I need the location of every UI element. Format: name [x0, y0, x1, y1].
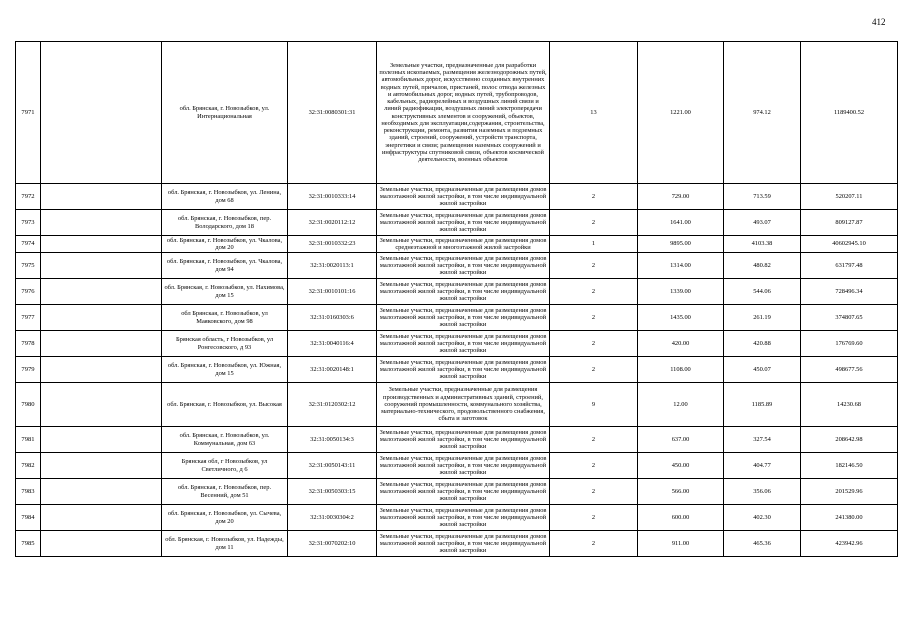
specific-value-cell: 261.19 — [724, 305, 801, 331]
cadastral-value-cell: 182146.50 — [801, 453, 898, 479]
cadastral-value-cell: 520207.11 — [801, 184, 898, 210]
land-use-description-cell: Земельные участки, предназначенные для размещения домов малоэтажной жилой застройки, в том числе индивидуальной жилой застройки — [377, 253, 550, 279]
land-use-description-cell: Земельные участки, предназначенные для размещения домов малоэтажной жилой застройки, в том числе индивидуальной жилой застройки — [377, 279, 550, 305]
table-row — [16, 236, 898, 253]
land-use-description-cell: Земельные участки, предназначенные для размещения домов малоэтажной жилой застройки, в том числе индивидуальной жилой застройки — [377, 505, 550, 531]
cadastral-number-cell: 32:31:0010332:23 — [288, 236, 377, 253]
cadastral-value-cell: 14230.68 — [801, 383, 898, 427]
use-group-cell: 2 — [550, 531, 638, 557]
row-number-cell: 7978 — [16, 331, 41, 357]
land-use-description-cell: Земельные участки, предназначенные для размещения домов малоэтажной жилой застройки, в том числе индивидуальной жилой застройки — [377, 331, 550, 357]
address-cell: Брянская область, г Новозыбков, ул Ронгесовского, д 93 — [162, 331, 288, 357]
area-cell: 1435.00 — [638, 305, 724, 331]
land-use-description-cell: Земельные участки, предназначенные для размещения домов малоэтажной жилой застройки, в том числе индивидуальной жилой застройки — [377, 357, 550, 383]
land-use-description-cell: Земельные участки, предназначенные для размещения домов малоэтажной жилой застройки, в том числе индивидуальной жилой застройки — [377, 210, 550, 236]
row-number-cell: 7977 — [16, 305, 41, 331]
specific-value-cell: 713.59 — [724, 184, 801, 210]
table-row — [16, 184, 898, 210]
use-group-cell: 2 — [550, 210, 638, 236]
table-row — [16, 305, 898, 331]
empty-cell — [41, 210, 162, 236]
table-body — [16, 42, 898, 557]
address-cell: обл. Брянская, г. Новозыбков, ул. Коммунальная, дом 63 — [162, 427, 288, 453]
row-number-cell: 7976 — [16, 279, 41, 305]
area-cell: 12.00 — [638, 383, 724, 427]
cadastral-value-cell: 374807.65 — [801, 305, 898, 331]
empty-cell — [41, 505, 162, 531]
address-cell: обл. Брянская, г. Новозыбков, ул. Чкалова, дом 20 — [162, 236, 288, 253]
cadastral-number-cell: 32:31:0070202:10 — [288, 531, 377, 557]
area-cell: 9895.00 — [638, 236, 724, 253]
cadastral-number-cell: 32:31:0030304:2 — [288, 505, 377, 531]
specific-value-cell: 974.12 — [724, 42, 801, 184]
row-number-cell: 7974 — [16, 236, 41, 253]
cadastral-number-cell: 32:31:0020113:1 — [288, 253, 377, 279]
table-row — [16, 357, 898, 383]
land-use-description-cell: Земельные участки, предназначенные для размещения домов малоэтажной жилой застройки, в том числе индивидуальной жилой застройки — [377, 184, 550, 210]
empty-cell — [41, 453, 162, 479]
area-cell: 420.00 — [638, 331, 724, 357]
cadastral-value-cell: 241380.00 — [801, 505, 898, 531]
cadastral-number-cell: 32:31:0050134:3 — [288, 427, 377, 453]
row-number-cell: 7985 — [16, 531, 41, 557]
use-group-cell: 1 — [550, 236, 638, 253]
use-group-cell: 2 — [550, 505, 638, 531]
row-number-cell: 7980 — [16, 383, 41, 427]
cadastral-number-cell: 32:31:0010101:16 — [288, 279, 377, 305]
empty-cell — [41, 331, 162, 357]
area-cell: 1221.00 — [638, 42, 724, 184]
land-use-description-cell: Земельные участки, предназначенные для размещения производственных и административных зданий, строений, сооружений промышленности, коммунального хозяйства, материально-технического, продовольственного снабжения, сбыта и заготовок — [377, 383, 550, 427]
specific-value-cell: 404.77 — [724, 453, 801, 479]
empty-cell — [41, 236, 162, 253]
row-number-cell: 7979 — [16, 357, 41, 383]
table-row — [16, 531, 898, 557]
cadastral-number-cell: 32:31:0020112:12 — [288, 210, 377, 236]
address-cell: Брянская обл, г Новозыбков, ул Светличного, д 6 — [162, 453, 288, 479]
cadastral-number-cell: 32:31:0010333:14 — [288, 184, 377, 210]
address-cell: обл. Брянская, г. Новозыбков, ул. Высокая — [162, 383, 288, 427]
cadastral-number-cell: 32:31:0120302:12 — [288, 383, 377, 427]
address-cell: обл. Брянская, г. Новозыбков, ул. Ленина, дом 68 — [162, 184, 288, 210]
address-cell: обл. Брянская, г. Новозыбков, ул. Надежды, дом 11 — [162, 531, 288, 557]
table-row — [16, 42, 898, 184]
use-group-cell: 2 — [550, 357, 638, 383]
table-row — [16, 210, 898, 236]
area-cell: 566.00 — [638, 479, 724, 505]
cadastral-value-cell: 201529.96 — [801, 479, 898, 505]
cadastral-value-cell: 631797.48 — [801, 253, 898, 279]
row-number-cell: 7971 — [16, 42, 41, 184]
land-use-description-cell: Земельные участки, предназначенные для размещения домов малоэтажной жилой застройки, в том числе индивидуальной жилой застройки — [377, 479, 550, 505]
use-group-cell: 2 — [550, 331, 638, 357]
address-cell: обл. Брянская, г. Новозыбков, ул. Нахимова, дом 15 — [162, 279, 288, 305]
cadastral-number-cell: 32:31:0080301:31 — [288, 42, 377, 184]
use-group-cell: 2 — [550, 427, 638, 453]
specific-value-cell: 450.07 — [724, 357, 801, 383]
specific-value-cell: 493.07 — [724, 210, 801, 236]
address-cell: обл. Брянская, г. Новозыбков, ул. Сычева, дом 20 — [162, 505, 288, 531]
area-cell: 911.00 — [638, 531, 724, 557]
use-group-cell: 2 — [550, 453, 638, 479]
area-cell: 1108.00 — [638, 357, 724, 383]
table-row — [16, 479, 898, 505]
empty-cell — [41, 383, 162, 427]
area-cell: 1339.00 — [638, 279, 724, 305]
cadastral-value-cell: 423942.96 — [801, 531, 898, 557]
row-number-cell: 7972 — [16, 184, 41, 210]
table-row — [16, 427, 898, 453]
empty-cell — [41, 184, 162, 210]
use-group-cell: 13 — [550, 42, 638, 184]
use-group-cell: 2 — [550, 279, 638, 305]
specific-value-cell: 402.30 — [724, 505, 801, 531]
empty-cell — [41, 357, 162, 383]
address-cell: обл. Брянская, г. Новозыбков, пер. Володарского, дом 18 — [162, 210, 288, 236]
area-cell: 1641.00 — [638, 210, 724, 236]
land-use-description-cell: Земельные участки, предназначенные для размещения домов малоэтажной жилой застройки, в том числе индивидуальной жилой застройки — [377, 531, 550, 557]
address-cell: обл. Брянская, г. Новозыбков, ул. Интернациональная — [162, 42, 288, 184]
row-number-cell: 7982 — [16, 453, 41, 479]
table-row — [16, 253, 898, 279]
land-use-description-cell: Земельные участки, предназначенные для разработки полезных ископаемых, размещения железнодорожных путей, автомобильных дорог, искусственно созданных внутренних водных путей, причалов, пристаней, полос отвода железных и автомобильных дорог, водных путей, трубопроводов, кабельных, радиорелейных и воздушных линий связи и линий радиофикации, воздушных линий электропередачи конструктивных элементов и сооружений, объектов, необходимых для эксплуатации,содержания, строительства, реконструкции, ремонта, развития наземных и подземных зданий, строений, сооружений, устройств транспорта, энергетики и связи; размещения наземных сооружений и инфраструктуры спутниковой связи, объектов космической деятельности, военных объектов — [377, 42, 550, 184]
cadastral-value-cell: 1189400.52 — [801, 42, 898, 184]
cadastral-number-cell: 32:31:0050303:15 — [288, 479, 377, 505]
row-number-cell: 7975 — [16, 253, 41, 279]
cadastral-value-cell: 728496.34 — [801, 279, 898, 305]
specific-value-cell: 4103.38 — [724, 236, 801, 253]
page-number: 412 — [872, 17, 886, 27]
use-group-cell: 2 — [550, 253, 638, 279]
empty-cell — [41, 305, 162, 331]
row-number-cell: 7973 — [16, 210, 41, 236]
table-row — [16, 383, 898, 427]
address-cell: обл. Брянская, г. Новозыбков, пер. Весенний, дом 51 — [162, 479, 288, 505]
table-row — [16, 331, 898, 357]
empty-cell — [41, 427, 162, 453]
address-cell: обл. Брянская, г. Новозыбков, ул. Южная, дом 15 — [162, 357, 288, 383]
table-row — [16, 453, 898, 479]
area-cell: 1314.00 — [638, 253, 724, 279]
area-cell: 729.00 — [638, 184, 724, 210]
empty-cell — [41, 279, 162, 305]
use-group-cell: 2 — [550, 305, 638, 331]
area-cell: 637.00 — [638, 427, 724, 453]
cadastral-value-cell: 809127.87 — [801, 210, 898, 236]
empty-cell — [41, 531, 162, 557]
cadastral-number-cell: 32:31:0050143:11 — [288, 453, 377, 479]
empty-cell — [41, 42, 162, 184]
use-group-cell: 2 — [550, 479, 638, 505]
land-use-description-cell: Земельные участки, предназначенные для размещения домов малоэтажной жилой застройки, в том числе индивидуальной жилой застройки — [377, 453, 550, 479]
address-cell: обл. Брянская, г. Новозыбков, ул. Чкалова, дом 94 — [162, 253, 288, 279]
specific-value-cell: 327.54 — [724, 427, 801, 453]
specific-value-cell: 465.36 — [724, 531, 801, 557]
empty-cell — [41, 479, 162, 505]
cadastral-value-cell: 498677.56 — [801, 357, 898, 383]
use-group-cell: 2 — [550, 184, 638, 210]
cadastral-value-cell: 40602945.10 — [801, 236, 898, 253]
area-cell: 600.00 — [638, 505, 724, 531]
area-cell: 450.00 — [638, 453, 724, 479]
empty-cell — [41, 253, 162, 279]
specific-value-cell: 356.06 — [724, 479, 801, 505]
table-row — [16, 279, 898, 305]
row-number-cell: 7983 — [16, 479, 41, 505]
specific-value-cell: 1185.89 — [724, 383, 801, 427]
row-number-cell: 7984 — [16, 505, 41, 531]
land-use-description-cell: Земельные участки, предназначенные для размещения домов среднеэтажной и многоэтажной жилой застройки — [377, 236, 550, 253]
cadastral-number-cell: 32:31:0040116:4 — [288, 331, 377, 357]
land-use-description-cell: Земельные участки, предназначенные для размещения домов малоэтажной жилой застройки, в том числе индивидуальной жилой застройки — [377, 427, 550, 453]
row-number-cell: 7981 — [16, 427, 41, 453]
table-row — [16, 505, 898, 531]
cadastral-value-table — [15, 41, 898, 557]
land-use-description-cell: Земельные участки, предназначенные для размещения домов малоэтажной жилой застройки, в том числе индивидуальной жилой застройки — [377, 305, 550, 331]
use-group-cell: 9 — [550, 383, 638, 427]
cadastral-value-cell: 176769.60 — [801, 331, 898, 357]
cadastral-number-cell: 32:31:0020148:1 — [288, 357, 377, 383]
specific-value-cell: 544.06 — [724, 279, 801, 305]
specific-value-cell: 480.82 — [724, 253, 801, 279]
address-cell: обл Брянская, г. Новозыбков, ул Маяковского, дом 98 — [162, 305, 288, 331]
specific-value-cell: 420.88 — [724, 331, 801, 357]
cadastral-number-cell: 32:31:0160303:6 — [288, 305, 377, 331]
cadastral-value-cell: 208642.98 — [801, 427, 898, 453]
